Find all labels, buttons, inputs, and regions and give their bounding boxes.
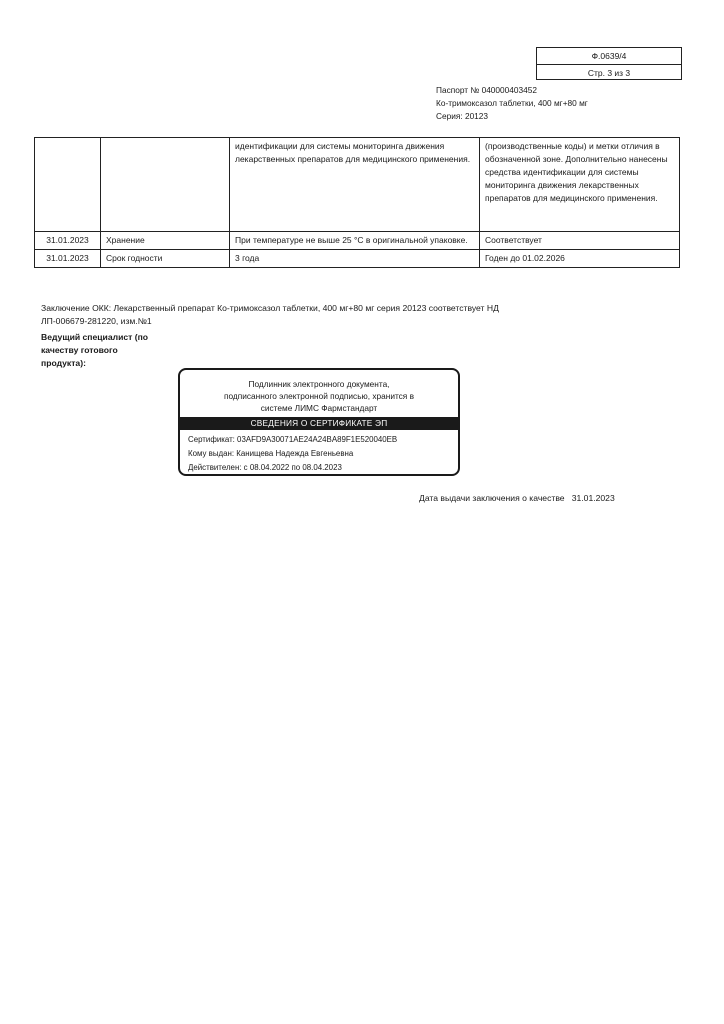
- quality-table: [34, 137, 680, 268]
- form-number: Ф.0639/4: [591, 51, 627, 61]
- form-number-box: [536, 47, 682, 80]
- stamp-line-2: подписанного электронной подписью, хранится в: [223, 391, 415, 401]
- issue-date: Дата выдачи заключения о качестве 31.01.2023: [419, 493, 615, 503]
- row-date: 31.01.2023: [35, 250, 101, 268]
- stamp-notice: [180, 378, 458, 414]
- row-requirement: При температуре не выше 25 °С в оригинальной упаковке.: [230, 232, 480, 250]
- row-result: (производственные коды) и метки отличия в обозначенной зоне. Дополнительно нанесены средства идентификации для системы мониторинга движения лекарственных препаратов для медицинского применения.: [480, 138, 680, 232]
- row-result: Соответствует: [480, 232, 680, 250]
- table-row: [35, 138, 680, 232]
- passport-product: Ко-тримоксазол таблетки, 400 мг+80 мг: [436, 98, 588, 108]
- row-indicator: [101, 138, 230, 232]
- stamp-issued-to: Кому выдан: Канищева Надежда Евгеньевна: [188, 449, 354, 458]
- stamp-title: СВЕДЕНИЯ О СЕРТИФИКАТЕ ЭП: [180, 417, 458, 430]
- stamp-line-3: системе ЛИМС Фармстандарт: [260, 403, 378, 413]
- table-row: [35, 250, 680, 268]
- stamp-line-1: Подлинник электронного документа,: [248, 379, 390, 389]
- conclusion-text: Заключение ОКК: Лекарственный препарат Ко-тримоксазол таблетки, 400 мг+80 мг серия 20123 соответствует НД ЛП-006679-281220, изм.№1: [41, 303, 499, 326]
- page-indicator: Стр. 3 из 3: [537, 64, 681, 81]
- row-requirement: идентификации для системы мониторинга движения лекарственных препаратов для медицинского применения.: [230, 138, 480, 232]
- stamp-valid: Действителен: с 08.04.2022 по 08.04.2023: [188, 463, 342, 472]
- row-indicator: Срок годности: [101, 250, 230, 268]
- row-indicator: Хранение: [101, 232, 230, 250]
- row-date: [35, 138, 101, 232]
- row-result: Годен до 01.02.2026: [480, 250, 680, 268]
- lead-specialist-label: Ведущий специалист (по качеству готового продукта):: [41, 332, 149, 368]
- row-date: 31.01.2023: [35, 232, 101, 250]
- table-row: [35, 232, 680, 250]
- passport-block: [436, 84, 588, 123]
- row-requirement: 3 года: [230, 250, 480, 268]
- passport-series: Серия: 20123: [436, 111, 489, 121]
- e-signature-stamp: [178, 368, 460, 476]
- stamp-certificate: Сертификат: 03AFD9A30071AE24A24BA89F1E520040EB: [188, 435, 398, 444]
- passport-number: Паспорт № 040000403452: [436, 85, 537, 95]
